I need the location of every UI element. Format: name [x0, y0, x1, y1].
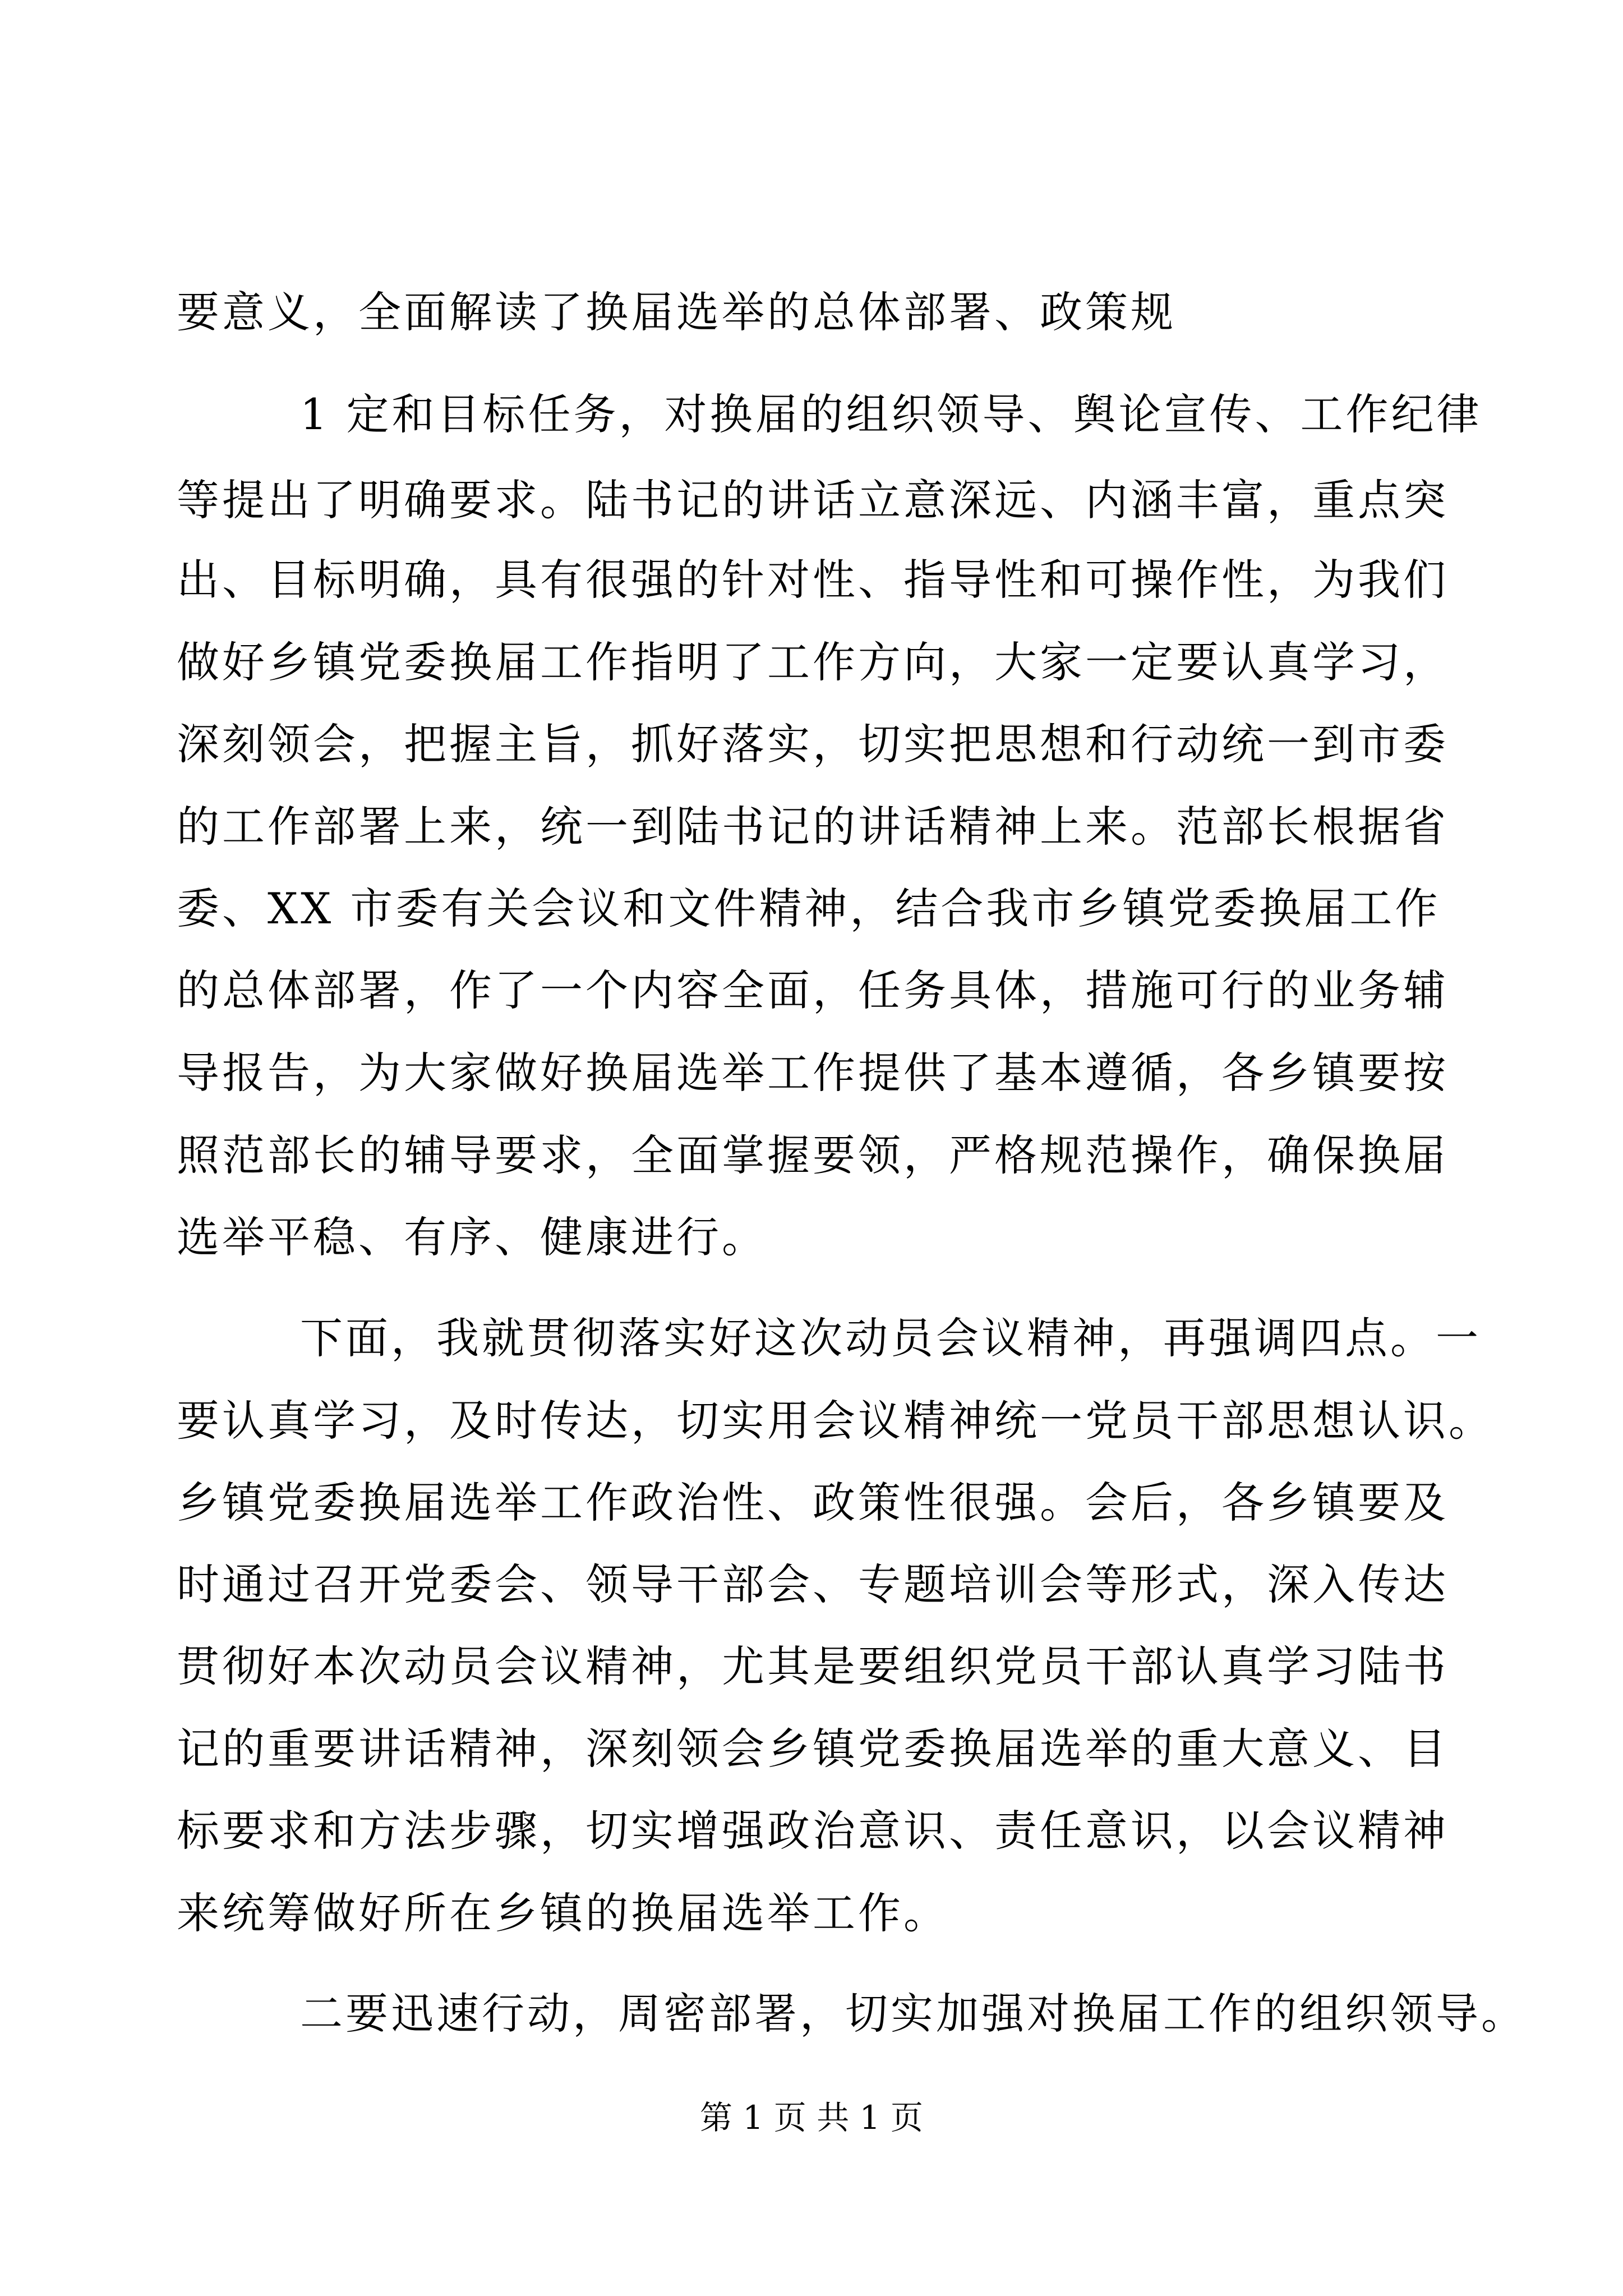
text-line: 的工作部署上来，统一到陆书记的讲话精神上来。范部长根据省 — [177, 802, 1449, 852]
text-line: 要意义，全面解读了换届选举的总体部署、政策规 — [177, 287, 1176, 337]
text-line: 深刻领会，把握主旨，抓好落实，切实把思想和行动统一到市委 — [177, 719, 1449, 769]
text-line: 记的重要讲话精神，深刻领会乡镇党委换届选举的重大意义、目 — [177, 1724, 1449, 1774]
text-line: 乡镇党委换届选举工作政治性、政策性很强。会后，各乡镇要及 — [177, 1478, 1449, 1527]
text-line: 要认真学习，及时传达，切实用会议精神统一党员干部思想认识。 — [177, 1396, 1494, 1446]
text-line: 来统筹做好所在乡镇的换届选举工作。 — [177, 1888, 949, 1938]
text-line: 贯彻好本次动员会议精神，尤其是要组织党员干部认真学习陆书 — [177, 1641, 1449, 1691]
text-line: 等提出了明确要求。陆书记的讲话立意深远、内涵丰富，重点突 — [177, 475, 1449, 525]
text-line: 选举平稳、有序、健康进行。 — [177, 1212, 767, 1262]
text-line: 下面，我就贯彻落实好这次动员会议精神，再强调四点。一 — [300, 1313, 1481, 1363]
text-line: 二要迅速行动，周密部署，切实加强对换届工作的组织领导。 — [300, 1989, 1527, 2039]
text-line: 照范部长的辅导要求，全面掌握要领，严格规范操作，确保换届 — [177, 1130, 1449, 1180]
text-line: 做好乡镇党委换届工作指明了工作方向，大家一定要认真学习， — [177, 637, 1449, 687]
text-line: 1 定和目标任务，对换届的组织领导、舆论宣传、工作纪律 — [300, 389, 1482, 439]
page-footer: 第 1 页 共 1 页 — [700, 2099, 923, 2137]
text-line: 标要求和方法步骤，切实增强政治意识、责任意识，以会议精神 — [177, 1806, 1449, 1856]
text-line: 委、XX 市委有关会议和文件精神，结合我市乡镇党委换届工作 — [177, 884, 1441, 933]
text-line: 的总体部署，作了一个内容全面，任务具体，措施可行的业务辅 — [177, 965, 1449, 1015]
text-line: 时通过召开党委会、领导干部会、专题培训会等形式，深入传达 — [177, 1559, 1449, 1609]
text-line: 导报告，为大家做好换届选举工作提供了基本遵循，各乡镇要按 — [177, 1048, 1449, 1098]
text-line: 出、目标明确，具有很强的针对性、指导性和可操作性，为我们 — [177, 555, 1449, 605]
